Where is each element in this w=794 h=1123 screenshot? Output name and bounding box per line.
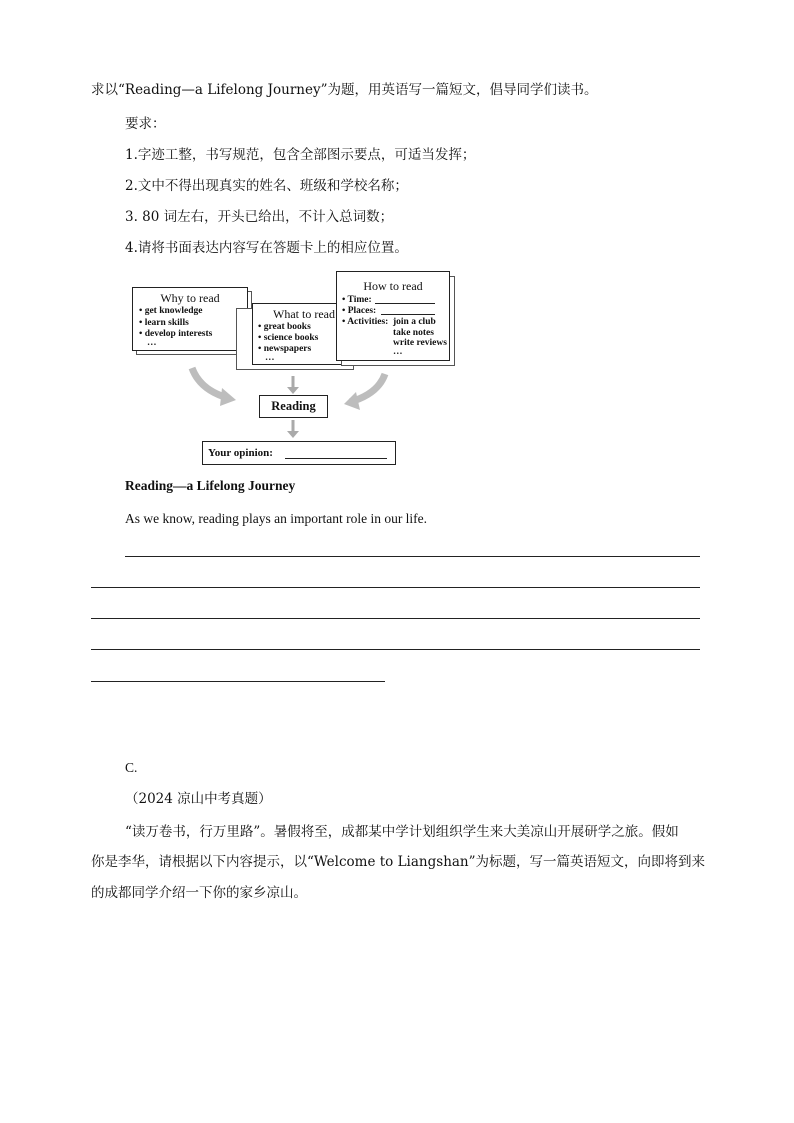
- what-item: • great books: [258, 322, 311, 333]
- requirement-1: 1.字迹工整，书写规范，包含全部图示要点，可适当发挥；: [125, 147, 476, 163]
- why-item: • get knowledge: [139, 306, 203, 317]
- requirement-2: 2.文中不得出现真实的姓名、班级和学校名称；: [125, 178, 408, 194]
- time-blank: [375, 303, 435, 304]
- how-to-read-box: [336, 271, 450, 361]
- section-c-line-2: 你是李华，请根据以下内容提示，以“Welcome to Liangshan”为标题，写一篇英语短文，向即将到来: [91, 854, 706, 870]
- prompt-line: 求以“Reading—a Lifelong Journey”为题，用英语写一篇短文，倡导同学们读书。: [91, 82, 598, 98]
- what-item: • newspapers: [258, 344, 311, 355]
- activities-label: • Activities:: [342, 317, 388, 328]
- opinion-label: Your opinion:: [208, 447, 273, 459]
- requirement-4: 4.请将书面表达内容写在答题卡上的相应位置。: [125, 240, 408, 256]
- activity-item: join a club: [393, 317, 436, 327]
- why-to-read-title: Why to read: [160, 291, 220, 305]
- places-label: • Places:: [342, 306, 376, 317]
- essay-title: Reading—a Lifelong Journey: [125, 478, 296, 493]
- writing-line[interactable]: [91, 681, 385, 682]
- section-c-line-1: “读万卷书，行万里路”。暑假将至，成都某中学计划组织学生来大美凉山开展研学之旅。假如: [125, 824, 679, 840]
- what-item: …: [265, 353, 275, 363]
- reading-box: [259, 395, 328, 418]
- activity-item: …: [393, 347, 403, 357]
- reading-label: Reading: [271, 399, 316, 413]
- opinion-box: [202, 441, 396, 465]
- why-item: • learn skills: [139, 318, 189, 329]
- how-to-read-title: How to read: [363, 279, 423, 293]
- places-blank: [381, 314, 435, 315]
- diagram-arrows: [0, 0, 794, 480]
- writing-line[interactable]: [91, 649, 700, 650]
- writing-line[interactable]: [125, 556, 700, 557]
- writing-line[interactable]: [91, 587, 700, 588]
- why-item: • develop interests: [139, 329, 212, 340]
- requirements-label: 要求：: [125, 116, 166, 132]
- what-to-read-title: What to read: [273, 307, 335, 321]
- requirement-3: 3. 80 词左右，开头已给出，不计入总词数；: [125, 209, 394, 225]
- activity-item: take notes: [393, 328, 434, 338]
- time-label: • Time:: [342, 295, 372, 306]
- activity-item: write reviews: [393, 338, 447, 348]
- why-to-read-box: [132, 287, 248, 351]
- writing-line[interactable]: [91, 618, 700, 619]
- section-c-source: （2024 凉山中考真题）: [125, 791, 272, 807]
- why-item: …: [147, 338, 157, 348]
- section-c-line-3: 的成都同学介绍一下你的家乡凉山。: [91, 885, 307, 901]
- opinion-blank: [285, 458, 387, 459]
- what-item: • science books: [258, 333, 318, 344]
- essay-opening: As we know, reading plays an important role in our life.: [125, 511, 428, 526]
- section-c-label: C.: [125, 760, 138, 775]
